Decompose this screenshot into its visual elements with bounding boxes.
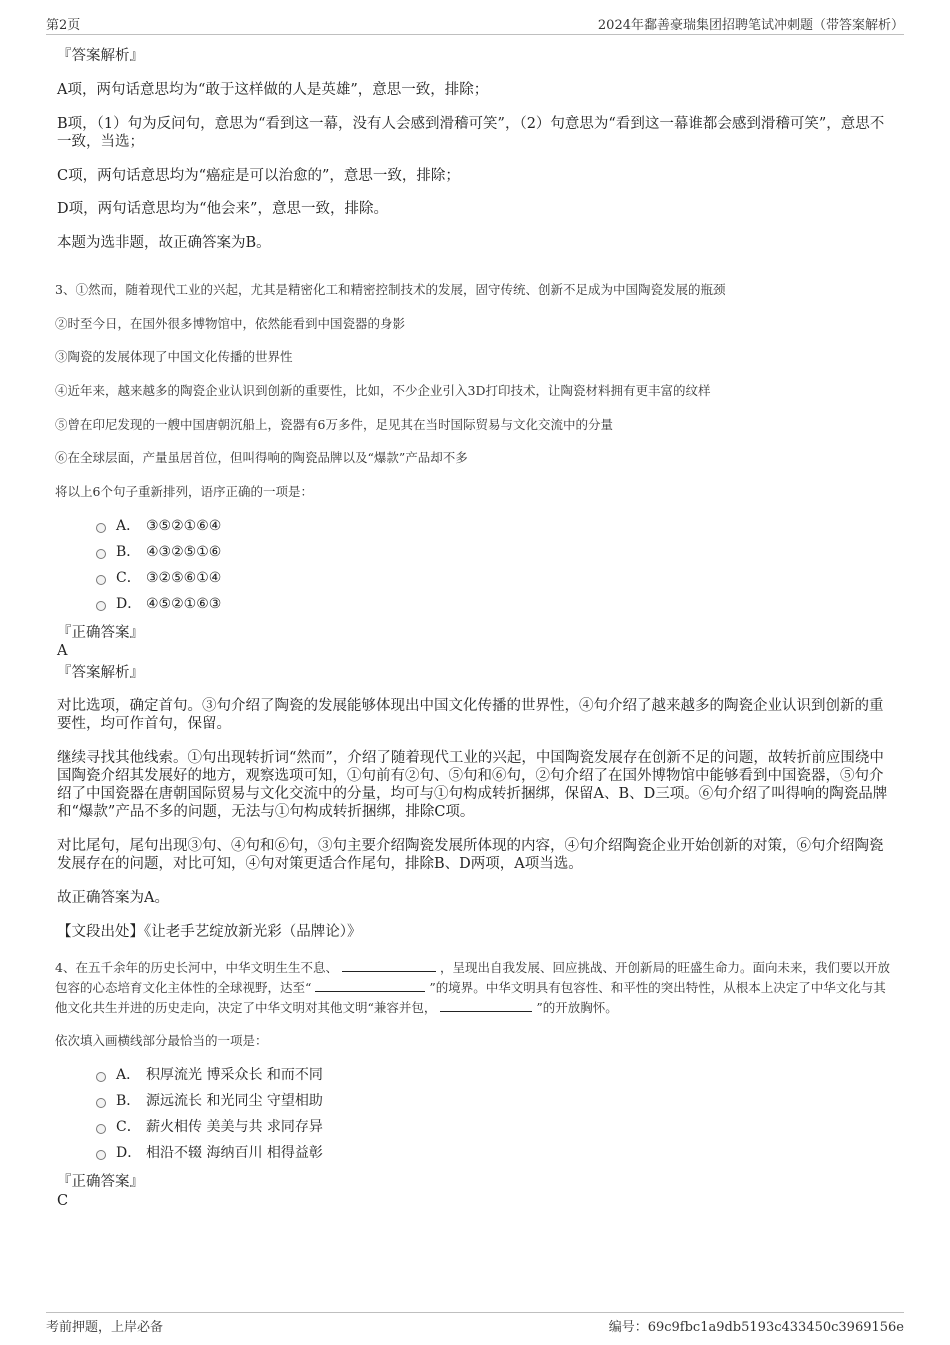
q3-sentence-3: ③陶瓷的发展体现了中国文化传播的世界性 [55,349,293,364]
q3-analysis-label: 『答案解析』 [57,665,144,681]
footer-slogan: 考前押题，上岸必备 [46,1320,164,1335]
q4-correct-label: 『正确答案』 [57,1174,144,1190]
radio-button-icon[interactable] [96,1098,106,1108]
q4-prompt: 依次填入画横线部分最恰当的一项是： [55,1033,268,1048]
document-code: 编号：69c9fbc1a9db5193c433450c3969156e [608,1320,904,1335]
radio-button-icon[interactable] [96,575,106,585]
q3-sentence-6: ⑥在全球层面，产量虽居首位，但叫得响的陶瓷品牌以及“爆款”产品却不多 [55,450,468,465]
q3-correct-label: 『正确答案』 [57,625,144,641]
q3-analysis-1: 对比选项，确定首句。③句介绍了陶瓷的发展能够体现出中国文化传播的世界性，④句介绍了越来越多的陶瓷企业认识到创新的重要性，均可作首句，保留。 [57,698,884,732]
q4-option-d[interactable]: D． 相沿不辍 海纳百川 相得益彰 [96,1143,323,1163]
q3-source: 【文段出处】《让老手艺绽放新光彩（品牌论）》 [57,924,362,940]
q3-option-a[interactable]: A． ③⑤②①⑥④ [96,516,221,536]
q3-sentence-2: ②时至今日，在国外很多博物馆中，依然能看到中国瓷器的身影 [55,316,406,331]
q3-option-c[interactable]: C． ③②⑤⑥①④ [96,568,221,588]
q3-analysis-2: 继续寻找其他线索。①句出现转折词“然而”，介绍了随着现代工业的兴起，中国陶瓷发展存在创新不足的问题，故转折前应围绕中国陶瓷介绍其发展好的地方，观察选项可知，①句前有②句、⑤句和⑥句，②句介绍了在国外博物馆中能够看到中国瓷器，⑤句介绍了中国瓷器在唐朝国际贸易与文化交流中的分量，均可与①句构成转折捆绑，保留A、B、D三项。⑥句介绍了叫得响的陶瓷品牌和“爆款”产品不多的问题，无法与①句构成转折捆绑，排除C项。 [57,750,888,820]
radio-button-icon[interactable] [96,601,106,611]
radio-button-icon[interactable] [96,1124,106,1134]
q2-analysis-label: 『答案解析』 [57,48,144,64]
q3-option-b[interactable]: B． ④③②⑤①⑥ [96,542,221,562]
q4-option-a[interactable]: A． 积厚流光 博采众长 和而不同 [96,1065,323,1085]
q2-conclusion: 本题为选非题，故正确答案为B。 [57,235,271,251]
q4-correct-answer: C [57,1193,69,1209]
page-number: 第2页 [46,18,81,33]
q3-prompt: 将以上6个句子重新排列，语序正确的一项是： [55,484,313,499]
q3-analysis-3: 对比尾句，尾句出现③句、④句和⑥句，③句主要介绍陶瓷发展所体现的内容，④句介绍陶瓷企业开始创新的对策，⑥句介绍陶瓷发展存在的问题，对比可知，④句对策更适合作尾句，排除B、D两项，A项当选。 [57,838,884,872]
q4-blank-2 [315,977,425,992]
q2-analysis-a: A项，两句话意思均为“敢于这样做的人是英雄”，意思一致，排除； [57,82,489,98]
q4-option-b[interactable]: B． 源远流长 和光同尘 守望相助 [96,1091,323,1111]
q3-sentence-4: ④近年来，越来越多的陶瓷企业认识到创新的重要性，比如，不少企业引入3D打印技术，让陶瓷材料拥有更丰富的纹样 [55,383,711,398]
page-header [46,14,904,35]
q4-blank-3 [440,997,532,1012]
q3-sentence-5: ⑤曾在印尼发现的一艘中国唐朝沉船上，瓷器有6万多件，足见其在当时国际贸易与文化交流中的分量 [55,417,613,432]
q2-analysis-d: D项，两句话意思均为“他会来”，意思一致，排除。 [57,201,388,217]
radio-button-icon[interactable] [96,1072,106,1082]
radio-button-icon[interactable] [96,523,106,533]
q3-sentence-1: 3、①然而，随着现代工业的兴起，尤其是精密化工和精密控制技术的发展，固守传统、创新不足成为中国陶瓷发展的瓶颈 [55,282,726,297]
q3-correct-answer: A [57,643,68,659]
q2-analysis-c: C项，两句话意思均为“癌症是可以治愈的”，意思一致，排除； [57,168,460,184]
page-footer [46,1312,904,1335]
radio-button-icon[interactable] [96,1150,106,1160]
q4-passage: 4、在五千余年的历史长河中，中华文明生生不息、 ，呈现出自我发展、回应挑战、开创新局的旺盛生命力。面向未来，我们要以开放包容的心态培育文化主体性的全球视野，达至“ ”的境界。中华文明具有包容性、和平性的突出特性，从根本上决定了中华文化与其他文化共生并进的历史走向，决定了中华文明对其他文明“兼容并包， ”的开放胸怀。 [55,957,895,1017]
radio-button-icon[interactable] [96,549,106,559]
q3-analysis-4: 故正确答案为A。 [57,890,169,906]
q2-analysis-b: B项，（1）句为反问句，意思为“看到这一幕，没有人会感到滑稽可笑”，（2）句意思为“看到这一幕谁都会感到滑稽可笑”，意思不一致，当选； [57,116,885,150]
q4-option-c[interactable]: C． 薪火相传 美美与共 求同存异 [96,1117,323,1137]
q4-blank-1 [342,957,436,972]
q3-option-d[interactable]: D． ④⑤②①⑥③ [96,594,221,614]
document-title: 2024年鄱善豪瑞集团招聘笔试冲刺题（带答案解析） [597,18,904,33]
